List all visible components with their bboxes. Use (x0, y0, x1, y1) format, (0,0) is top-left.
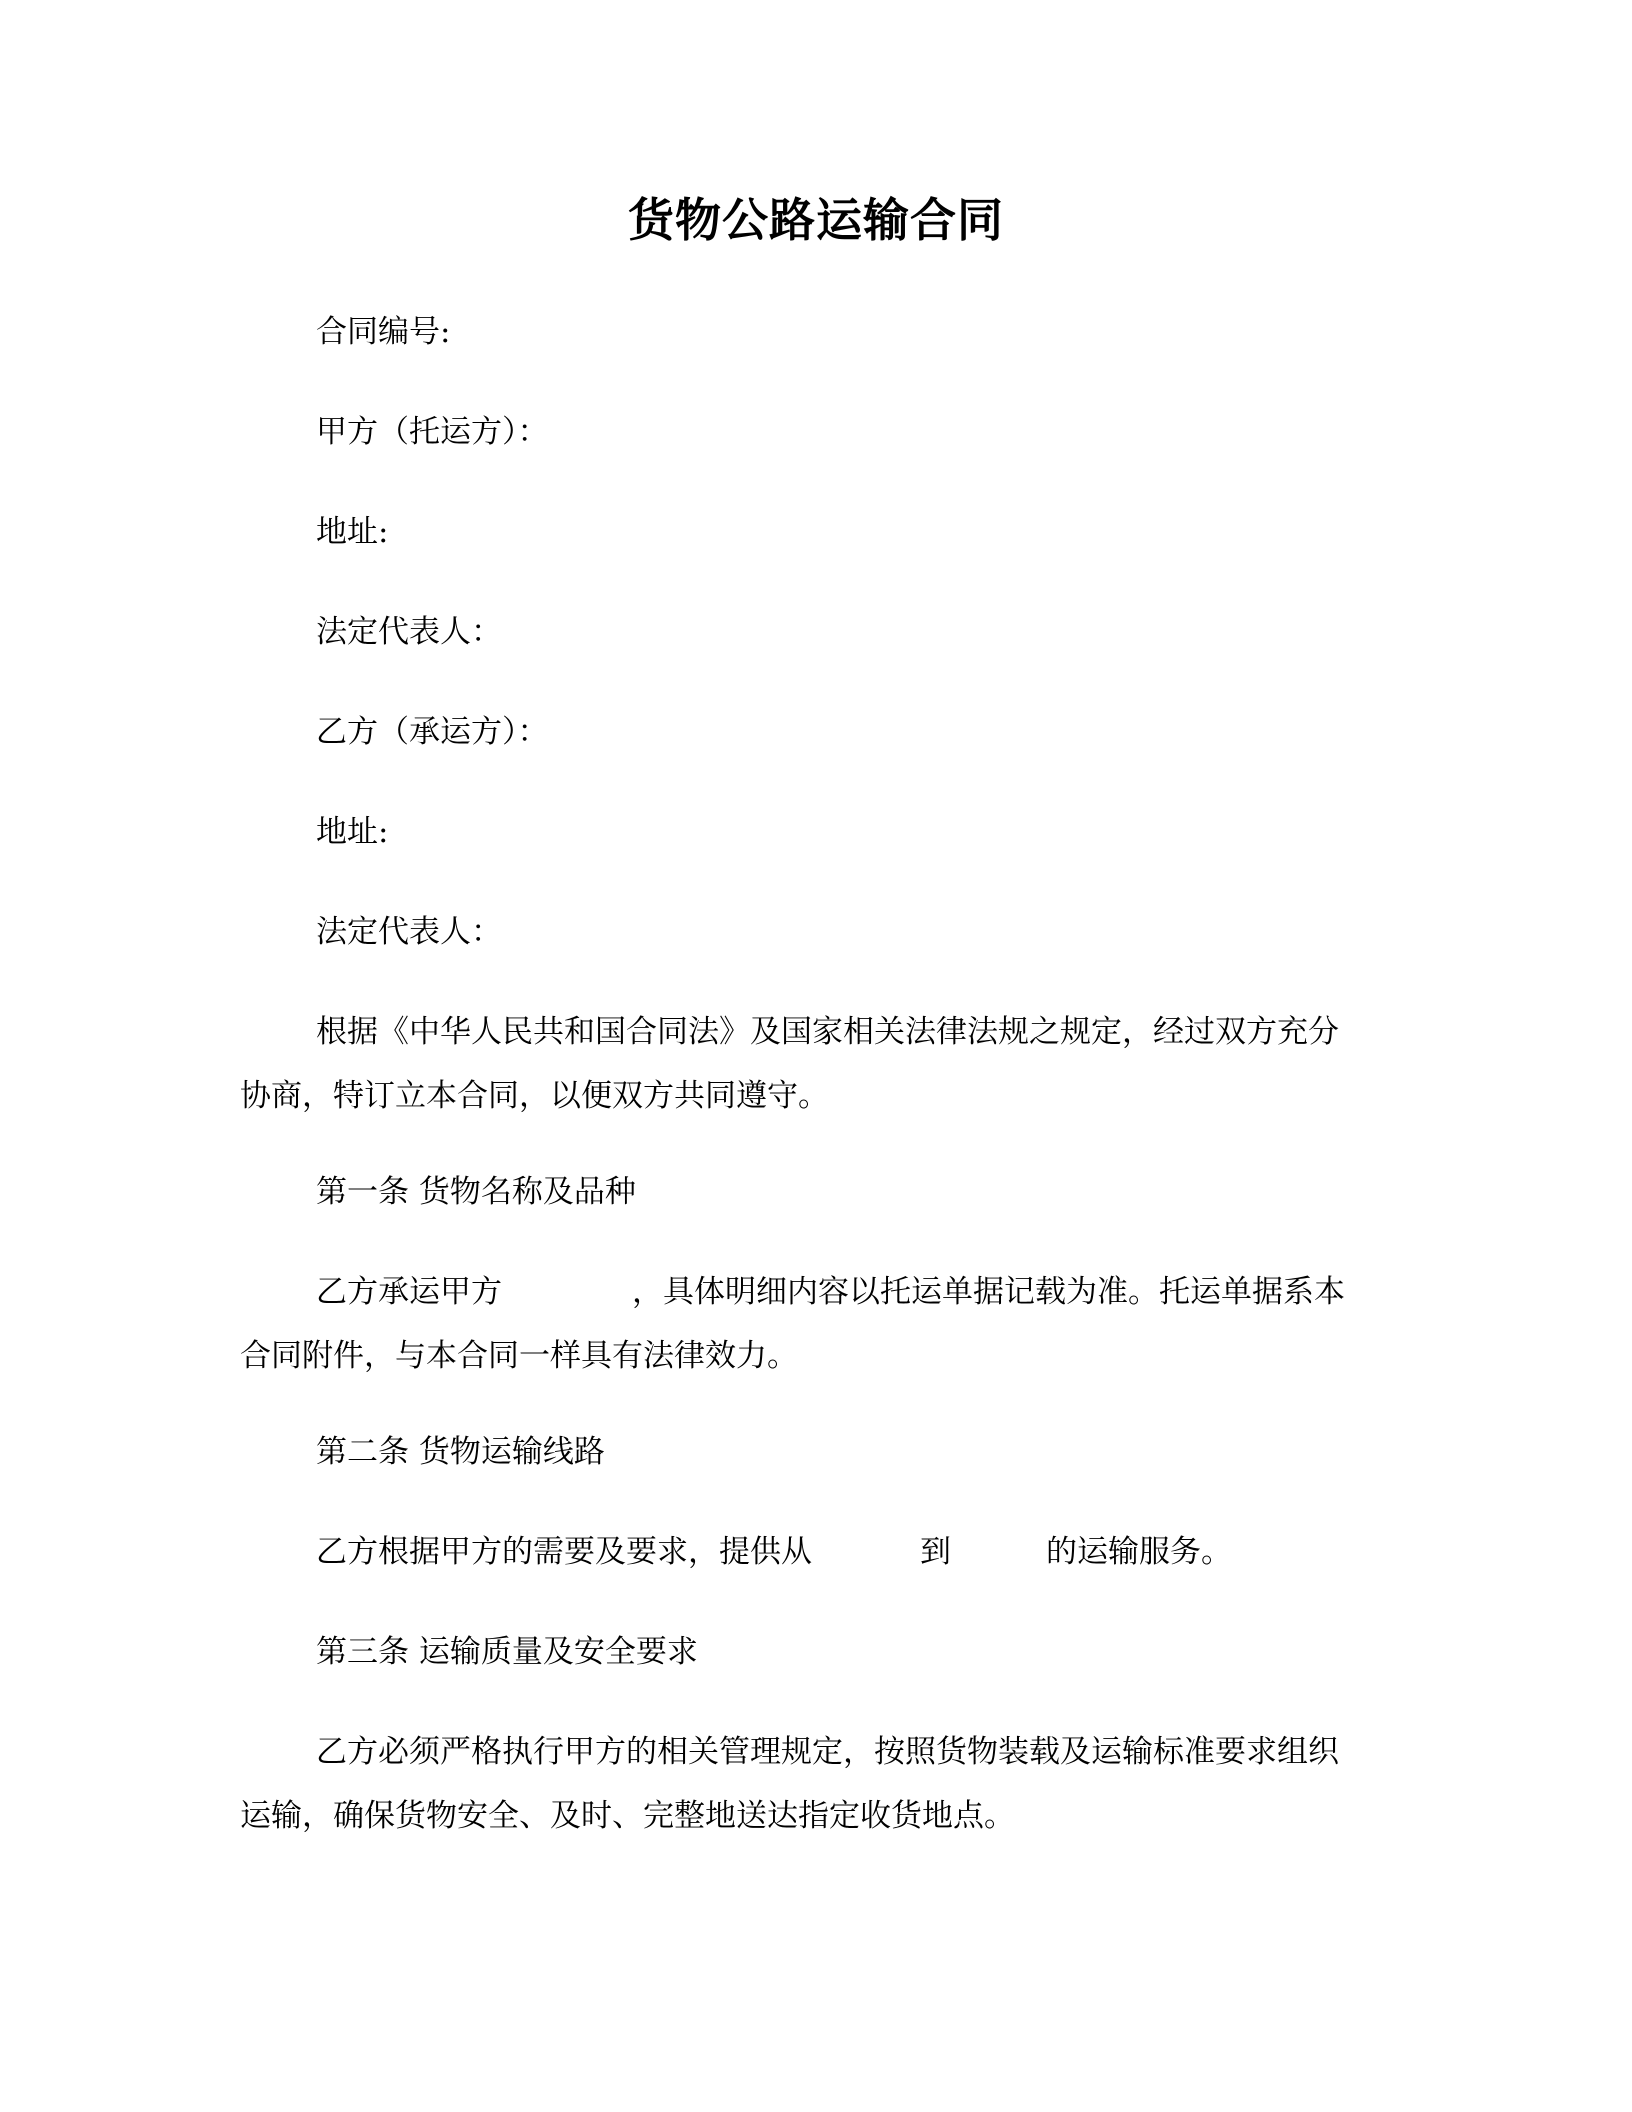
party-a-address-field: 地址: (316, 514, 389, 550)
article-2-text-end: 的运输服务。 (1046, 1534, 1232, 1570)
article-3-heading: 第三条 运输质量及安全要求 (316, 1634, 698, 1670)
party-b-address-field: 地址: (316, 814, 389, 850)
preamble-line-2: 协商，特订立本合同，以便双方共同遵守。 (240, 1078, 829, 1114)
party-b-representative-field: 法定代表人： (316, 914, 502, 950)
article-3-line-2: 运输，确保货物安全、及时、完整地送达指定收货地点。 (240, 1798, 1015, 1834)
article-2-text-to: 到 (920, 1534, 951, 1570)
article-2-heading: 第二条 货物运输线路 (316, 1434, 605, 1470)
party-a-field: 甲方（托运方）： (316, 414, 549, 450)
preamble-line-1: 根据《中华人民共和国合同法》及国家相关法律法规之规定，经过双方充分 (316, 1014, 1339, 1050)
article-3-line-1: 乙方必须严格执行甲方的相关管理规定，按照货物装载及运输标准要求组织 (316, 1734, 1339, 1770)
article-1-heading: 第一条 货物名称及品种 (316, 1174, 636, 1210)
party-a-representative-field: 法定代表人： (316, 614, 502, 650)
article-1-line-2: 合同附件，与本合同一样具有法律效力。 (240, 1338, 798, 1374)
document-title: 货物公路运输合同 (628, 193, 1004, 247)
contract-number-field: 合同编号: (316, 314, 451, 350)
article-1-text-rest: ，具体明细内容以托运单据记载为准。托运单据系本 (632, 1274, 1345, 1310)
article-1-text-start: 乙方承运甲方 (316, 1274, 502, 1310)
party-b-field: 乙方（承运方）： (316, 714, 549, 750)
article-2-text-start: 乙方根据甲方的需要及要求，提供从 (316, 1534, 812, 1570)
